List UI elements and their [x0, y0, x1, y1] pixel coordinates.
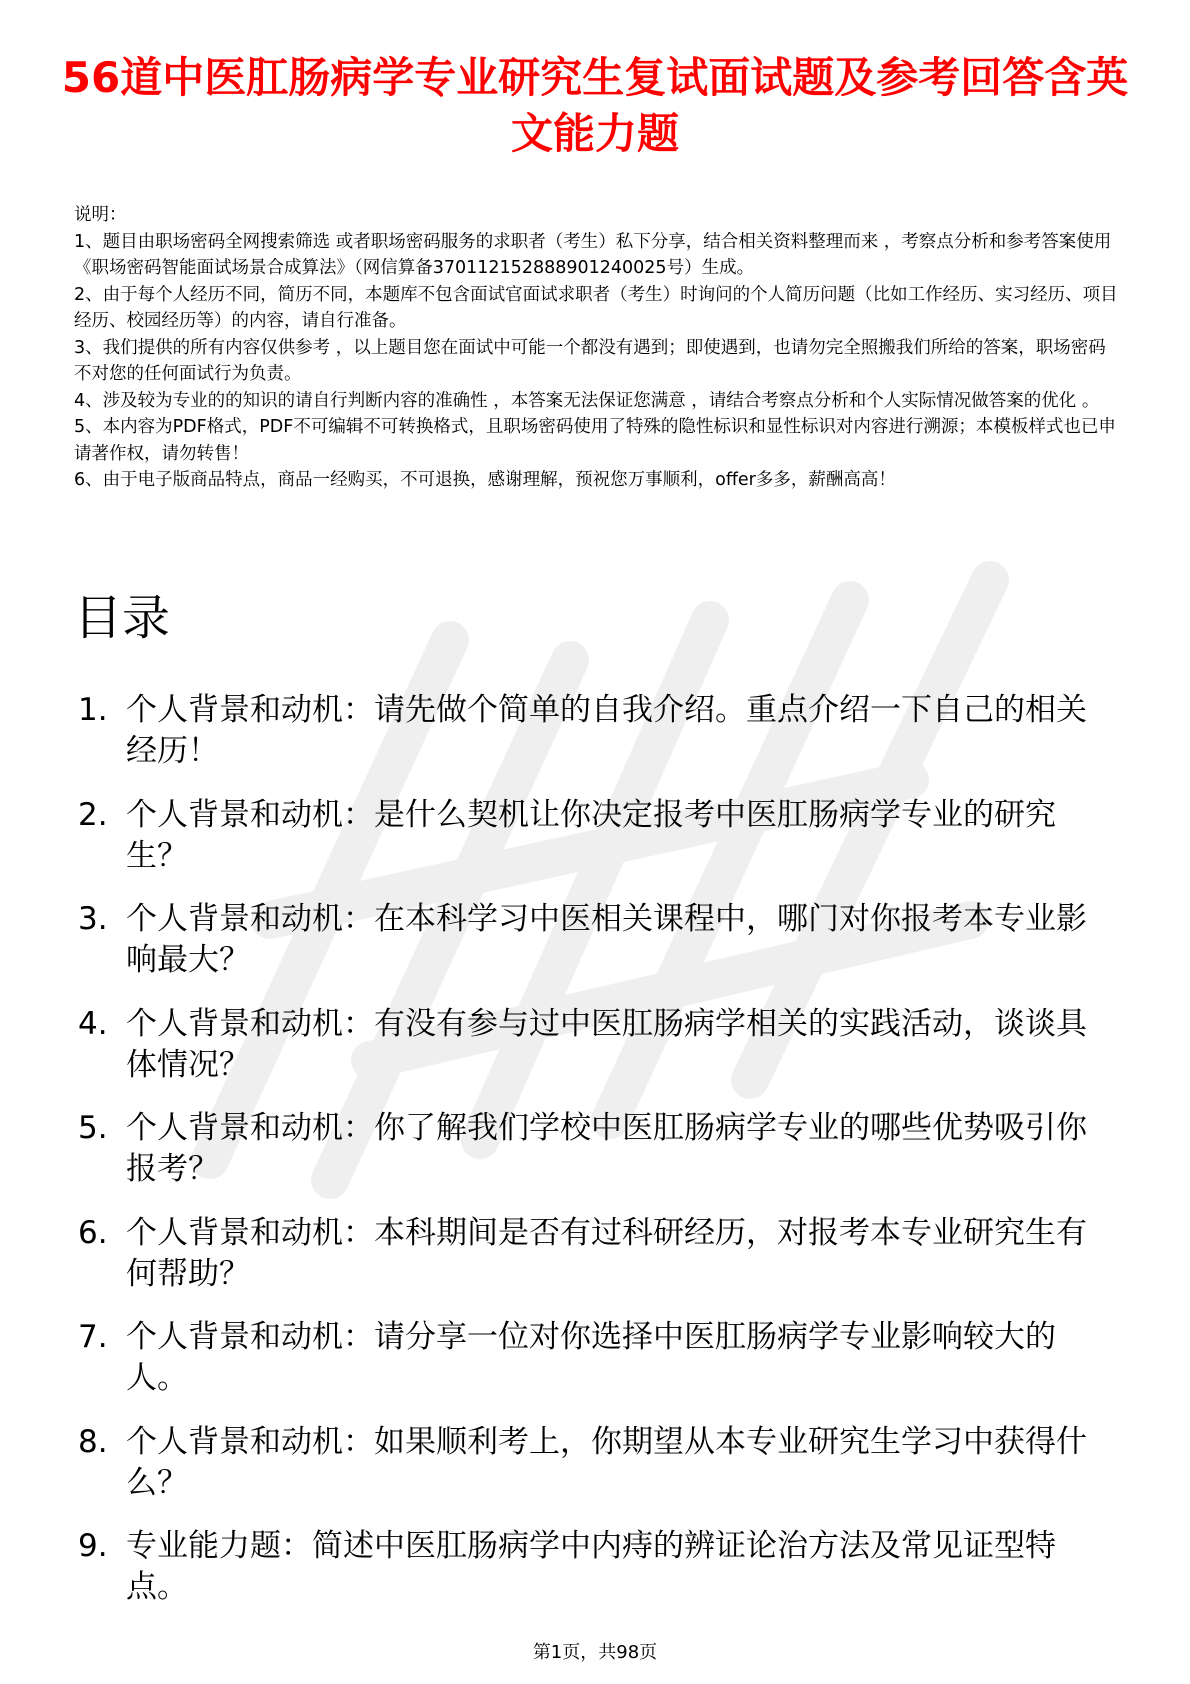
toc-item-number: 9. [78, 1528, 108, 1564]
toc-item-number: 6. [78, 1214, 108, 1251]
toc-item[interactable] [74, 1317, 1114, 1399]
toc-item-number: 8. [78, 1423, 108, 1460]
toc-item[interactable] [74, 899, 1114, 981]
note-item: 5、本内容为PDF格式，PDF不可编辑不可转换格式，且职场密码使用了特殊的隐性标识和显性标识对内容进行溯源；本模板样式也已申请著作权，请勿转售！ [74, 417, 1116, 464]
toc-list [74, 690, 1114, 1631]
toc-heading: 目录 [74, 590, 171, 646]
note-item: 6、由于电子版商品特点，商品一经购买，不可退换，感谢理解，预祝您万事顺利，offer多多，薪酬高高！ [74, 470, 896, 490]
toc-item-text: 个人背景和动机：你了解我们学校中医肛肠病学专业的哪些优势吸引你报考？ [126, 1110, 1087, 1187]
toc-item-text: 个人背景和动机：本科期间是否有过科研经历，对报考本专业研究生有何帮助？ [126, 1214, 1087, 1292]
page-footer: 第1页，共98页 [532, 1642, 658, 1663]
toc-item-number: 2. [78, 796, 108, 833]
toc-item-text: 个人背景和动机：是什么契机让你决定报考中医肛肠病学专业的研究生？ [126, 796, 1056, 874]
toc-item-text: 个人背景和动机：有没有参与过中医肛肠病学相关的实践活动，谈谈具体情况？ [126, 1005, 1087, 1083]
toc-item-number: 4. [78, 1005, 108, 1042]
document-title: 56道中医肛肠病学专业研究生复试面试题及参考回答含英文能力题 [61, 53, 1129, 158]
toc-item-number: 3. [78, 901, 108, 937]
toc-item-number: 1. [78, 692, 108, 728]
note-item: 4、涉及较为专业的的知识的请自行判断内容的准确性 ，本答案无法保证您满意 ，请结合考察点分析和个人实际情况做答案的优化 。 [74, 390, 1100, 411]
toc-item-number: 7. [78, 1319, 108, 1355]
notes-section [74, 202, 1119, 494]
toc-item-text: 个人背景和动机：请先做个简单的自我介绍。重点介绍一下自己的相关经历！ [126, 692, 1087, 769]
toc-item-text: 个人背景和动机：如果顺利考上，你期望从本专业研究生学习中获得什么？ [126, 1423, 1087, 1501]
toc-item[interactable] [74, 1004, 1114, 1086]
toc-item-text: 个人背景和动机：请分享一位对你选择中医肛肠病学专业影响较大的人。 [126, 1319, 1056, 1396]
toc-item[interactable] [74, 1526, 1114, 1608]
toc-item-number: 5. [78, 1110, 108, 1146]
toc-item[interactable] [74, 1422, 1114, 1504]
toc-item-text: 专业能力题：简述中医肛肠病学中内痔的辨证论治方法及常见证型特点。 [126, 1528, 1056, 1605]
toc-item[interactable] [74, 795, 1114, 877]
notes-heading: 说明： [74, 205, 127, 225]
toc-item[interactable] [74, 1213, 1114, 1295]
toc-item[interactable] [74, 690, 1114, 772]
toc-item[interactable] [74, 1108, 1114, 1190]
note-item: 2、由于每个人经历不同，简历不同，本题库不包含面试官面试求职者（考生）时询问的个人简历问题（比如工作经历、实习经历、项目经历、校园经历等）的内容，请自行准备。 [74, 284, 1118, 331]
note-item: 3、我们提供的所有内容仅供参考 ，以上题目您在面试中可能一个都没有遇到；即使遇到，也请勿完全照搬我们所给的答案，职场密码不对您的任何面试行为负责。 [74, 337, 1106, 384]
toc-item-text: 个人背景和动机：在本科学习中医相关课程中，哪门对你报考本专业影响最大？ [126, 901, 1087, 978]
note-item: 1、题目由职场密码全网搜索筛选 或者职场密码服务的求职者（考生）私下分享，结合相关资料整理而来 ，考察点分析和参考答案使用《职场密码智能面试场景合成算法》（网信算备370112152888901240025号）生成。 [74, 231, 1112, 278]
